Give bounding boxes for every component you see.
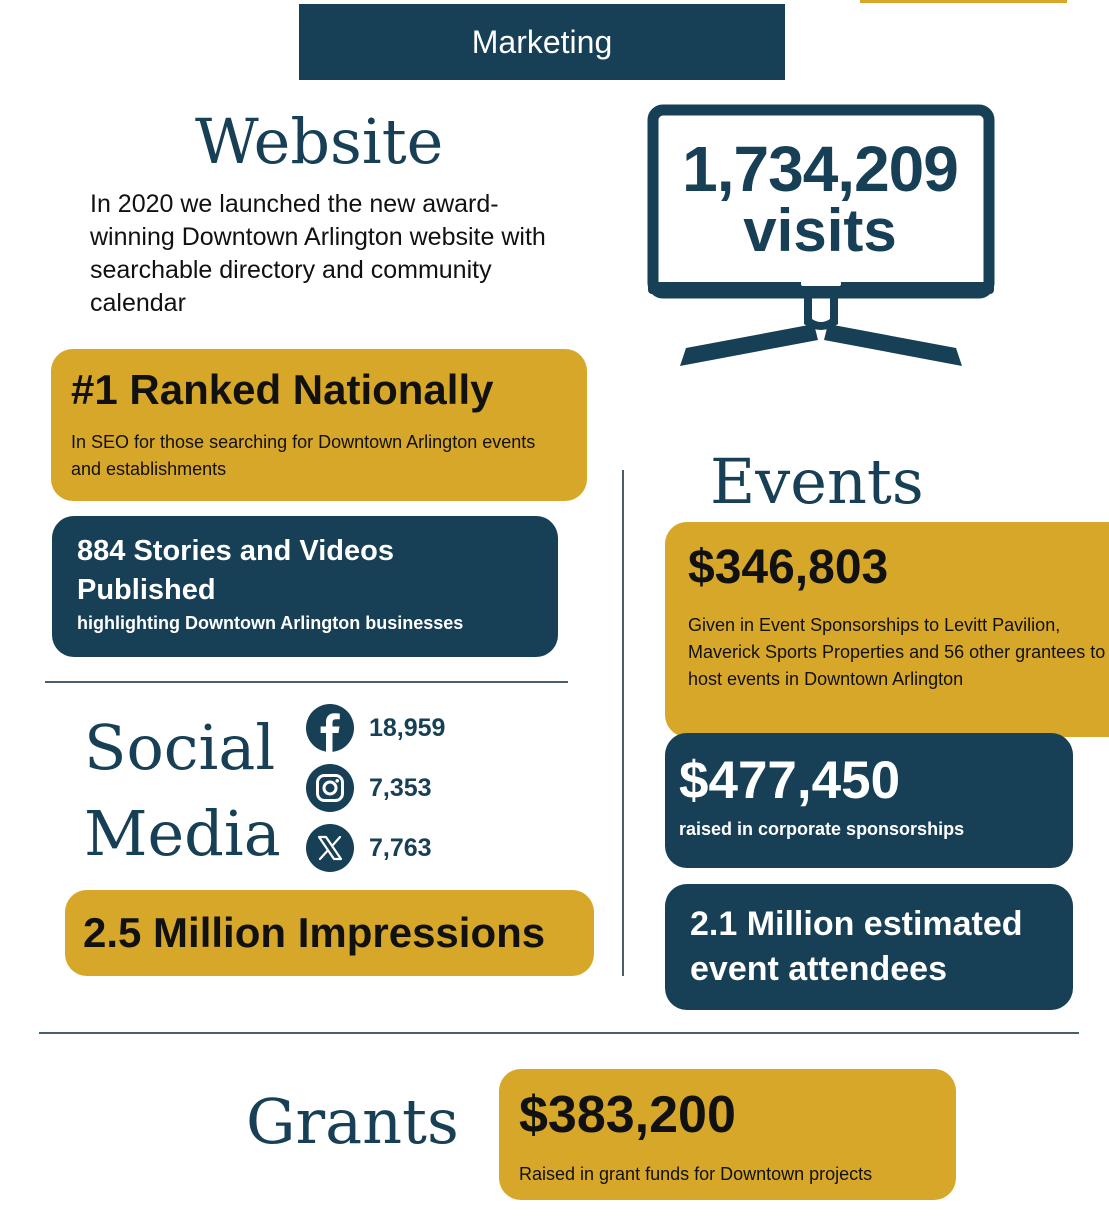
event-sponsorship-description: Given in Event Sponsorships to Levitt Pavilion, Maverick Sports Properties and 56 other grantees to host events in Downtown Arlington bbox=[688, 615, 1106, 689]
section-divider-bottom bbox=[39, 1032, 1079, 1034]
instagram-count: 7,353 bbox=[369, 773, 432, 802]
column-divider bbox=[622, 470, 624, 976]
facebook-count: 18,959 bbox=[369, 713, 446, 742]
stories-card bbox=[52, 516, 558, 657]
website-description: In 2020 we launched the new award-winning Downtown Arlington website with searchable directory and community calendar bbox=[90, 190, 546, 317]
grants-card bbox=[499, 1069, 956, 1200]
website-visits bbox=[650, 133, 990, 264]
instagram-icon bbox=[305, 763, 355, 813]
grants-heading: Grants bbox=[246, 1085, 459, 1158]
corporate-sponsorship-card bbox=[665, 733, 1073, 868]
events-heading: Events bbox=[710, 445, 924, 518]
grants-amount: $383,200 bbox=[519, 1086, 736, 1144]
social-row-facebook bbox=[305, 703, 445, 753]
event-sponsorship-card bbox=[665, 522, 1109, 737]
x-count: 7,763 bbox=[369, 833, 432, 862]
seo-ranking-description: In SEO for those searching for Downtown Arlington events and establishments bbox=[71, 432, 536, 479]
stories-description: highlighting Downtown Arlington businesses bbox=[77, 613, 464, 633]
corporate-sponsorship-description: raised in corporate sponsorships bbox=[679, 819, 965, 839]
social-media-heading bbox=[84, 705, 281, 877]
impressions-card: 2.5 Million Impressions bbox=[65, 890, 594, 976]
social-row-x bbox=[305, 823, 432, 873]
event-sponsorship-amount: $346,803 bbox=[688, 541, 889, 594]
website-heading: Website bbox=[195, 105, 444, 178]
corporate-sponsorship-amount: $477,450 bbox=[679, 751, 901, 810]
social-row-instagram bbox=[305, 763, 432, 813]
seo-ranking-card bbox=[51, 349, 587, 501]
section-divider bbox=[45, 681, 568, 683]
visits-number: 1,734,209 bbox=[682, 133, 958, 205]
seo-ranking-title: #1 Ranked Nationally bbox=[71, 366, 494, 413]
event-attendees-card: 2.1 Million estimated event attendees bbox=[665, 884, 1073, 1010]
section-banner: Marketing bbox=[299, 4, 785, 80]
grants-description: Raised in grant funds for Downtown projects bbox=[519, 1164, 873, 1184]
corner-accent-strip bbox=[860, 0, 1067, 3]
visits-label: visits bbox=[743, 197, 897, 264]
x-icon bbox=[305, 823, 355, 873]
stories-title: 884 Stories and Videos Published bbox=[77, 535, 394, 606]
social-heading-line1: Social bbox=[84, 711, 276, 784]
social-heading-line2: Media bbox=[84, 797, 281, 870]
facebook-icon bbox=[305, 703, 355, 753]
